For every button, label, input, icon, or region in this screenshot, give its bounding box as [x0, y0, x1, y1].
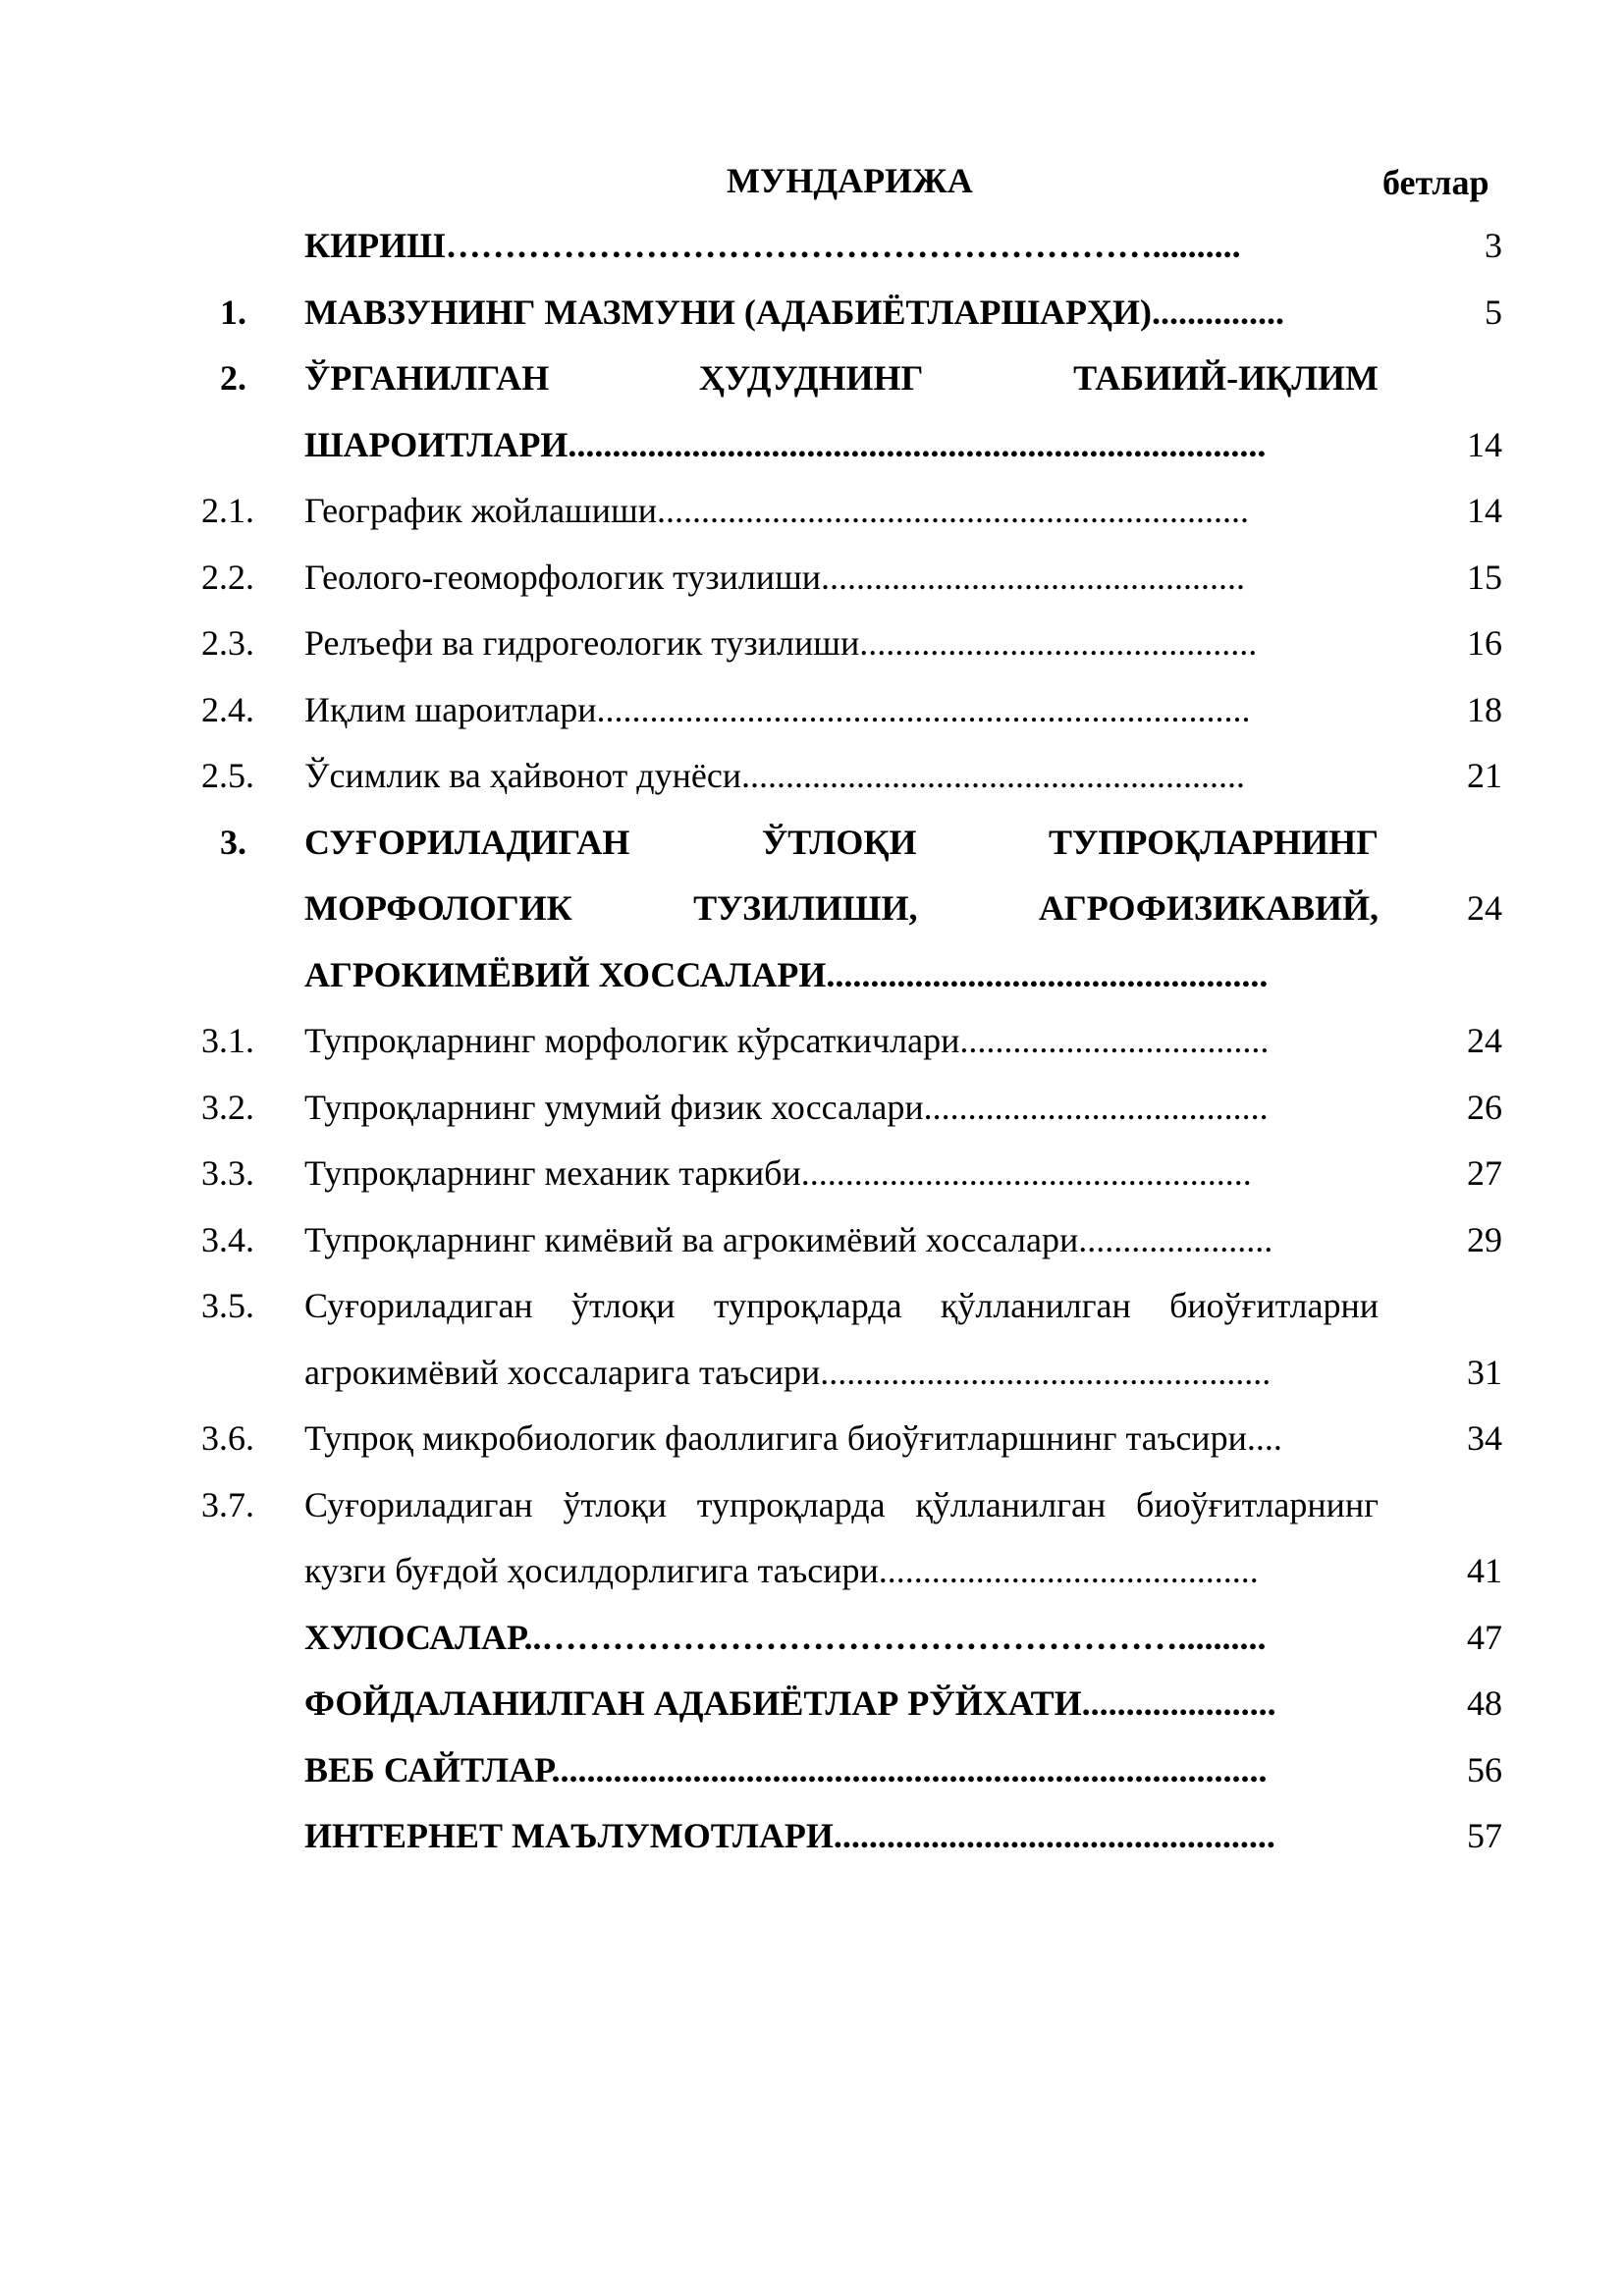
toc-entry [0, 819, 1624, 885]
toc-entry-title [304, 354, 1379, 401]
toc-entry-word: ТУЗИЛИШИ, [693, 888, 918, 928]
toc-entry [0, 1614, 1624, 1681]
toc-entry [0, 222, 1624, 289]
toc-entry-title: Иқлим шароитлари.......................................................................... [304, 689, 1251, 729]
toc-entry-title: ШАРОИТЛАРИ............................................................................... [304, 424, 1267, 464]
toc-entry-word: тупроқларда [713, 1286, 902, 1325]
toc-entry-number: 3.2. [201, 1087, 254, 1127]
toc-entry-page: 29 [1467, 1219, 1502, 1259]
toc-entry-page: 34 [1467, 1418, 1502, 1458]
toc-entry-word: биоўғитларни [1169, 1286, 1379, 1325]
toc-entry-title [304, 884, 1379, 932]
toc-entry-title: Тупроқ микробиологик фаоллигига биоўғитларшнинг таъсири.... [304, 1418, 1282, 1458]
toc-entry-title: ВЕБ САЙТЛАР................................................................................. [304, 1749, 1268, 1789]
toc-entry-page: 18 [1467, 689, 1502, 729]
toc-entry-title: Тупроқларнинг морфологик кўрсаткичлари................................... [304, 1021, 1270, 1060]
toc-entry [0, 421, 1624, 488]
toc-entry [0, 1812, 1624, 1879]
toc-entry-number: 2.1. [201, 491, 254, 530]
toc-entry-word: ҲУДУДНИНГ [698, 358, 924, 398]
toc-entry-title: ИНТЕРНЕТ МАЪЛУМОТЛАРИ.................................................. [304, 1816, 1275, 1855]
toc-entry [0, 1746, 1624, 1813]
toc-entry-word: қўлланилган [940, 1286, 1131, 1325]
toc-entry [0, 686, 1624, 753]
toc-entry-number: 3.7. [201, 1484, 254, 1524]
toc-entry-page: 47 [1467, 1617, 1502, 1657]
toc-entry-title: агрокимёвий хоссаларига таъсири................................................... [304, 1352, 1272, 1392]
toc-entry-word: СУҒОРИЛАДИГАН [304, 822, 630, 862]
toc-entry-title: АГРОКИМЁВИЙ ХОССАЛАРИ.................................................. [304, 954, 1269, 994]
toc-entry [0, 1216, 1624, 1283]
toc-entry-title: Ўсимлик ва ҳайвонот дунёси......................................................... [304, 756, 1246, 795]
toc-entry [0, 1084, 1624, 1150]
toc-entry-number: 3.6. [201, 1418, 254, 1458]
toc-entry-word: тупроқларда [696, 1484, 886, 1524]
toc-entry-number: 2.3. [201, 623, 254, 663]
toc-entry-title [304, 819, 1379, 866]
toc-entry-title: кузги буғдой ҳосилдорлигига таъсири........................................... [304, 1551, 1259, 1590]
toc-entry-title: Тупроқларнинг кимёвий ва агрокимёвий хоссалари...................... [304, 1219, 1273, 1259]
table-of-contents [0, 222, 1624, 1879]
toc-entry-title [304, 1282, 1379, 1329]
toc-entry-word: қўлланилган [915, 1484, 1107, 1524]
toc-entry-number: 1. [220, 292, 246, 332]
toc-entry-number: 2.5. [201, 756, 254, 795]
toc-entry [0, 354, 1624, 421]
toc-entry-title: КИРИШ…………………………………………………….......... [304, 226, 1241, 265]
toc-entry-title: ФОЙДАЛАНИЛГАН АДАБИЁТЛАР РЎЙХАТИ...................... [304, 1683, 1276, 1723]
toc-entry [0, 884, 1624, 951]
toc-entry-page: 41 [1467, 1551, 1502, 1590]
toc-entry-number: 3.5. [201, 1286, 254, 1325]
toc-entry-title: Географик жойлашиши................................................................... [304, 491, 1250, 530]
toc-entry-word: биоўғитларнинг [1136, 1484, 1379, 1524]
toc-entry-page: 3 [1485, 226, 1502, 265]
toc-entry-word: ЎРГАНИЛГАН [304, 358, 550, 398]
toc-entry-page: 15 [1467, 557, 1502, 597]
toc-entry-number: 3.3. [201, 1153, 254, 1193]
toc-entry-word: Суғориладиган [304, 1286, 533, 1325]
toc-entry-title: Релъефи ва гидрогеологик тузилиши............................................. [304, 623, 1258, 663]
toc-entry-word: ўтлоқи [563, 1484, 668, 1524]
toc-entry-page: 16 [1467, 623, 1502, 663]
toc-entry-word: АГРОФИЗИКАВИЙ, [1038, 888, 1379, 928]
toc-entry [0, 487, 1624, 554]
toc-title: МУНДАРИЖА [727, 161, 973, 200]
toc-entry-word: ТУПРОҚЛАРНИНГ [1048, 822, 1379, 862]
toc-entry-word: ТАБИИЙ-ИҚЛИМ [1073, 358, 1379, 398]
toc-entry-page: 24 [1467, 1021, 1502, 1060]
toc-entry [0, 1481, 1624, 1548]
toc-entry-word: ўтлоқи [570, 1286, 676, 1325]
toc-entry [0, 289, 1624, 355]
toc-entry-page: 5 [1485, 292, 1502, 332]
toc-entry-title [304, 1481, 1379, 1528]
toc-entry [0, 1680, 1624, 1746]
toc-entry [0, 1547, 1624, 1614]
pages-column-label: бетлар [1382, 163, 1489, 202]
toc-entry [0, 951, 1624, 1018]
toc-entry-number: 2. [220, 358, 246, 398]
toc-entry-title: Тупроқларнинг механик таркиби................................................... [304, 1153, 1252, 1193]
toc-entry-page: 27 [1467, 1153, 1502, 1193]
toc-entry-number: 2.2. [201, 557, 254, 597]
toc-entry-title: Геолого-геоморфологик тузилиши................................................ [304, 557, 1246, 597]
toc-entry-page: 24 [1467, 888, 1502, 928]
toc-entry-page: 56 [1467, 1749, 1502, 1789]
toc-entry-word: ЎТЛОҚИ [761, 822, 917, 862]
toc-entry-page: 14 [1467, 424, 1502, 464]
toc-entry-page: 26 [1467, 1087, 1502, 1127]
toc-entry-page: 31 [1467, 1352, 1502, 1392]
toc-entry-number: 2.4. [201, 689, 254, 729]
toc-entry-word: МОРФОЛОГИК [304, 888, 572, 928]
toc-entry [0, 752, 1624, 819]
toc-entry-number: 3. [220, 822, 246, 862]
toc-entry [0, 1017, 1624, 1084]
toc-entry-title: МАВЗУНИНГ МАЗМУНИ (АДАБИЁТЛАРШАРҲИ)............... [304, 292, 1285, 332]
toc-entry-page: 21 [1467, 756, 1502, 795]
toc-entry-word: Суғориладиган [304, 1484, 533, 1524]
toc-entry [0, 619, 1624, 686]
toc-entry-page: 57 [1467, 1816, 1502, 1855]
toc-entry [0, 554, 1624, 620]
toc-entry-title: ХУЛОСАЛАР..……………………………………………….......... [304, 1617, 1267, 1657]
toc-entry [0, 1349, 1624, 1415]
toc-entry-page: 48 [1467, 1683, 1502, 1723]
toc-entry-number: 3.4. [201, 1219, 254, 1259]
toc-entry [0, 1415, 1624, 1481]
toc-entry [0, 1282, 1624, 1349]
toc-entry-page: 14 [1467, 491, 1502, 530]
toc-entry-number: 3.1. [201, 1021, 254, 1060]
toc-entry [0, 1149, 1624, 1216]
toc-entry-title: Тупроқларнинг умумий физик хоссалари....................................... [304, 1087, 1269, 1127]
